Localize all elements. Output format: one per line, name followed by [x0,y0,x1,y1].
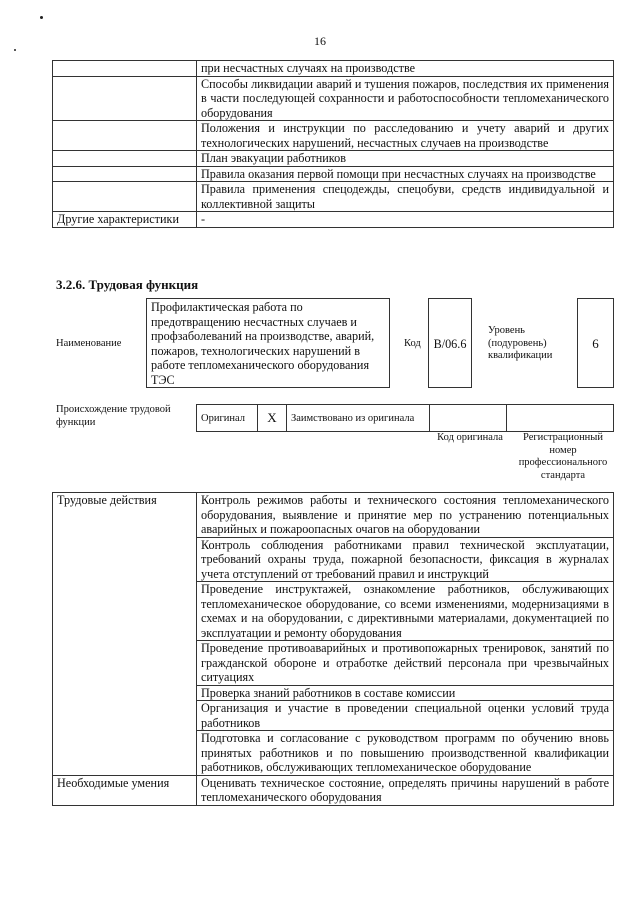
row-text: - [197,212,614,228]
table-row [53,166,614,182]
row-label: Другие характеристики [53,212,197,228]
name-label: Наименование [56,338,122,349]
scan-speck [40,16,43,19]
table-row [53,121,614,151]
table-row [53,151,614,167]
row-text: при несчастных случаях на производстве [197,61,614,77]
level-label: Уровень (подуровень) квалификации [488,325,553,361]
section-heading: 3.2.6. Трудовая функция [56,277,199,292]
section-label: Трудовые действия [53,493,197,776]
name-value: Профилактическая работа по предотвращению несчастных случаев и профзаболеваний на производстве, аварий, пожаров, технологических нарушений в работе тепломеханического оборудования ТЭС [146,298,390,388]
reg-number-cell [507,405,614,432]
row-label [53,76,197,121]
row-label [53,166,197,182]
origin-label: Происхождение трудовой функции [56,404,171,428]
table-row [53,775,614,805]
list-item: Контроль режимов работы и технического состояния тепломеханического оборудования, выявление и принятие мер по устранению потенциальных аварийных и пожароопасных очагов на оборудовании [197,493,614,538]
code-value: B/06.6 [428,298,472,388]
list-item: Подготовка и согласование с руководством программ по обучению вновь принятых работников и по повышению производственной квалификации работников, обслуживающих тепломеханическое оборудование [197,731,614,776]
row-text: Способы ликвидации аварий и тушения пожаров, последствия их применения в части последующей сохранности и работоспособности тепломеханического оборудования [197,76,614,121]
row-label [53,61,197,77]
row-text: Правила оказания первой помощи при несчастных случаях на производстве [197,166,614,182]
table-row [53,212,614,228]
row-text: Положения и инструкции по расследованию и учету аварий и других технологических нарушений, несчастных случаев на производстве [197,121,614,151]
reg-number-caption: Регистрационный номер профессионального стандарта [518,432,608,481]
original-label: Оригинал [197,405,258,432]
row-label [53,182,197,212]
scan-speck [14,49,16,51]
table-row [53,61,614,77]
page-number: 16 [314,34,326,48]
code-label: Код [404,338,421,349]
table-row [53,493,614,538]
row-label [53,121,197,151]
list-item: Проверка знаний работников в составе комиссии [197,685,614,701]
table-row [53,76,614,121]
top-table [52,60,614,228]
main-table [52,492,614,806]
borrowed-label: Заимствовано из оригинала [287,405,430,432]
level-value: 6 [577,298,614,388]
list-item: Организация и участие в проведении специальной оценки условий труда работников [197,701,614,731]
table-row [53,182,614,212]
row-text: План эвакуации работников [197,151,614,167]
list-item: Контроль соблюдения работниками правил технической эксплуатации, требований охраны труда, пожарной безопасности, фиксация в журналах учета отступлений от требований правил и инструкций [197,537,614,582]
row-text: Правила применения спецодежды, спецобуви, средств индивидуальной и коллективной защиты [197,182,614,212]
list-item: Оценивать техническое состояние, определять причины нарушений в работе тепломеханического оборудования [197,775,614,805]
code-original-caption: Код оригинала [437,432,503,443]
code-original-cell [430,405,507,432]
list-item: Проведение противоаварийных и противопожарных тренировок, занятий по гражданской обороне и отработке действий персонала при чрезвычайных ситуациях [197,641,614,686]
origin-table [196,404,614,432]
list-item: Проведение инструктажей, ознакомление работников, обслуживающих тепломеханическое оборудование, со всеми изменениями, модернизациями в схемах и на оборудовании, с директивными материалами, документацией по эксплуатации и ремонту оборудования [197,582,614,641]
section-label: Необходимые умения [53,775,197,805]
original-mark: X [258,405,287,432]
row-label [53,151,197,167]
